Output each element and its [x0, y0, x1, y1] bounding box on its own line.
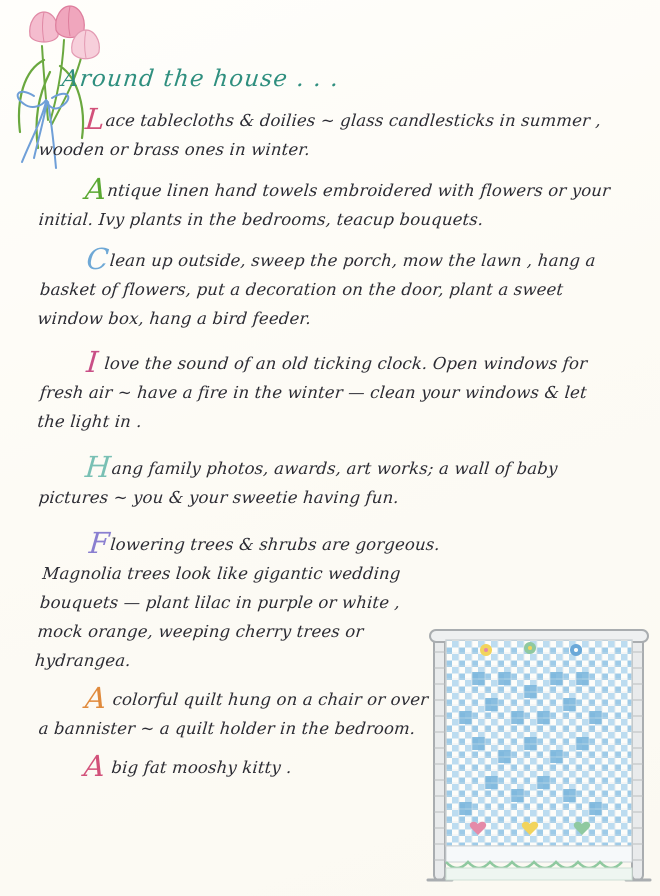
- paragraph-antique: [0, 172, 660, 234]
- paragraph-clean: [0, 242, 660, 333]
- dropcap-a-bigfat: A: [82, 749, 107, 783]
- dropcap-a-antique: A: [83, 172, 108, 206]
- paragraph-antique-text: ntique linen hand towels embroidered with flowers or your initial. Ivy plants in the bedrooms, teacup bouquets.: [37, 181, 612, 229]
- dropcap-h: H: [83, 450, 113, 484]
- paragraph-colorful-text: colorful quilt hung on a chair or over a bannister ~ a quilt holder in the bedroom.: [37, 690, 430, 738]
- paragraph-clean-text: lean up outside, sweep the porch, mow the lawn , hang a basket of flowers, put a decoration on the door, plant a sweet window box, hang a bird feeder.: [36, 251, 597, 328]
- dropcap-l: L: [83, 102, 107, 136]
- paragraph-lace: [0, 102, 660, 164]
- paragraph-hang-text: ang family photos, awards, art works; a wall of baby pictures ~ you & your sweetie having fun.: [37, 459, 559, 507]
- paragraph-lace-text: ace tablecloths & doilies ~ glass candlesticks in summer , wooden or brass ones in winter.: [37, 111, 602, 159]
- page-title: Around the house . . .: [60, 66, 341, 92]
- paragraph-bigfat-text: big fat mooshy kitty .: [105, 758, 293, 777]
- dropcap-f: F: [87, 526, 111, 560]
- quilt-rack-illustration: [426, 628, 652, 888]
- paragraph-hang: [0, 450, 660, 512]
- paragraph-ilove: [0, 345, 660, 436]
- dropcap-c: C: [85, 242, 111, 276]
- dropcap-i: I: [85, 345, 100, 379]
- paragraph-ilove-text: love the sound of an old ticking clock. Open windows for fresh air ~ have a fire in the winter — clean your windows & let the light in .: [36, 354, 589, 431]
- paragraph-flowering-text: lowering trees & shrubs are gorgeous. Magnolia trees look like gigantic wedding bouquets — plant lilac in purple or white , mock orange, weeping cherry trees or hydrangea.: [34, 535, 441, 670]
- dropcap-a-colorful: A: [83, 681, 108, 715]
